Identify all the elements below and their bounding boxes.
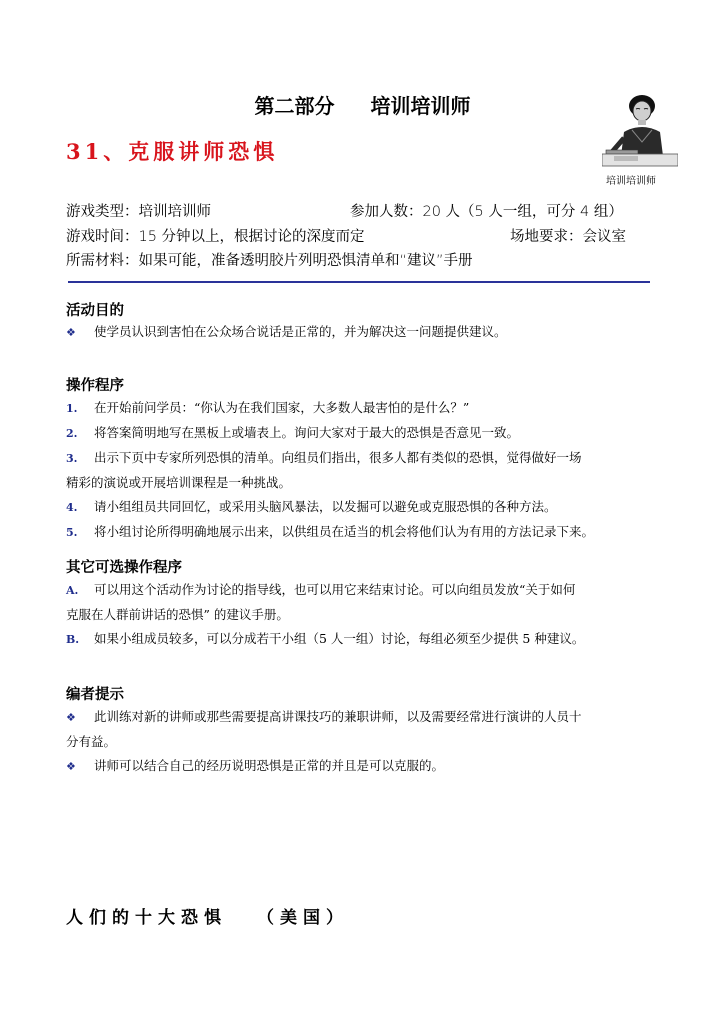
info-row-materials [66,249,473,270]
procedure-item-2 [66,421,666,446]
item-marker: B. [66,633,80,646]
info-row-game-type [66,200,211,221]
duration-text: 游戏时间：15 分钟以上，根据讨论的深度而定 [66,229,365,245]
objective-item [66,320,666,345]
item-text: 请小组组员共同回忆，或采用头脑风暴法，以发掘可以避免或克服恐惧的各种方法。 [94,499,557,514]
illustration-caption: 培训培训师 [606,176,656,187]
materials-text: 所需材料：如果可能，准备透明胶片列明恐惧清单和“建议”手册 [66,253,473,269]
notes-list [66,705,666,779]
item-marker: 3. [66,452,78,465]
alternative-item-a [66,578,666,603]
item-text: 如果小组成员较多，可以分成若干小组（5 人一组）讨论，每组必须至少提供 5 种建议。 [94,631,585,646]
item-marker: 1. [66,402,78,415]
item-text: 在开始前问学员：“你认为在我们国家，大多数人最害怕的是什么？” [94,400,470,415]
top-ten-fears-heading [66,903,349,928]
objective-heading: 活动目的 [66,303,124,319]
procedure-item-5 [66,520,666,545]
notes-heading: 编者提示 [66,687,124,703]
note-item-1 [66,705,666,730]
info-participants [350,200,623,221]
note-item-2 [66,754,666,779]
procedure-list [66,396,666,545]
item-marker: 5. [66,526,78,539]
info-row-duration [66,225,365,246]
objective-text: 使学员认识到害怕在公众场合说话是正常的，并为解决这一问题提供建议。 [94,324,507,339]
part-label: 第二部分 [254,94,335,118]
game-type-text: 游戏类型：培训培训师 [66,204,211,220]
participants-text: 参加人数：20 人（5 人一组，可分 4 组） [350,204,623,220]
alternative-item-a-cont: 克服在人群前讲话的恐惧” 的建议手册。 [66,607,289,622]
procedure-item-3 [66,446,666,471]
diamond-bullet-icon: ❖ [66,326,76,339]
procedure-item-3-cont: 精彩的演说或开展培训课程是一种挑战。 [66,475,292,490]
item-text: 将小组讨论所得明确地展示出来，以供组员在适当的机会将他们认为有用的方法记录下来。 [94,524,595,539]
part-title: 培训培训师 [370,94,471,118]
item-marker: 2. [66,427,78,440]
divider-rule [68,281,650,283]
item-text: 可以用这个活动作为讨论的指导线，也可以用它来结束讨论。可以向组员发放“关于如何 [94,582,576,597]
item-marker: A. [66,584,79,597]
game-title: 31、克服讲师恐惧 [66,139,279,164]
procedure-item-4 [66,495,666,520]
procedure-item-1 [66,396,666,421]
note-text: 此训练对新的讲师或那些需要提高讲课技巧的兼职讲师，以及需要经常进行演讲的人员十 [94,709,582,724]
item-text: 将答案简明地写在黑板上或墙表上。询问大家对于最大的恐惧是否意见一致。 [94,425,520,440]
venue-text: 场地要求：会议室 [510,229,626,245]
procedure-heading: 操作程序 [66,378,124,394]
fears-title: 人们的十大恐惧 [66,908,227,928]
info-venue [510,225,626,246]
item-marker: 4. [66,501,78,514]
alternatives-list [66,578,666,652]
diamond-bullet-icon: ❖ [66,760,76,773]
note-text: 讲师可以结合自己的经历说明恐惧是正常的并且是可以克服的。 [94,758,445,773]
item-text: 出示下页中专家所列恐惧的清单。向组员们指出，很多人都有类似的恐惧，觉得做好一场 [94,450,582,465]
alternative-item-b [66,627,666,652]
alternatives-heading: 其它可选操作程序 [66,560,182,576]
note-item-1-cont: 分有益。 [66,734,117,749]
diamond-bullet-icon: ❖ [66,711,76,724]
fears-region: （美国） [257,908,349,928]
